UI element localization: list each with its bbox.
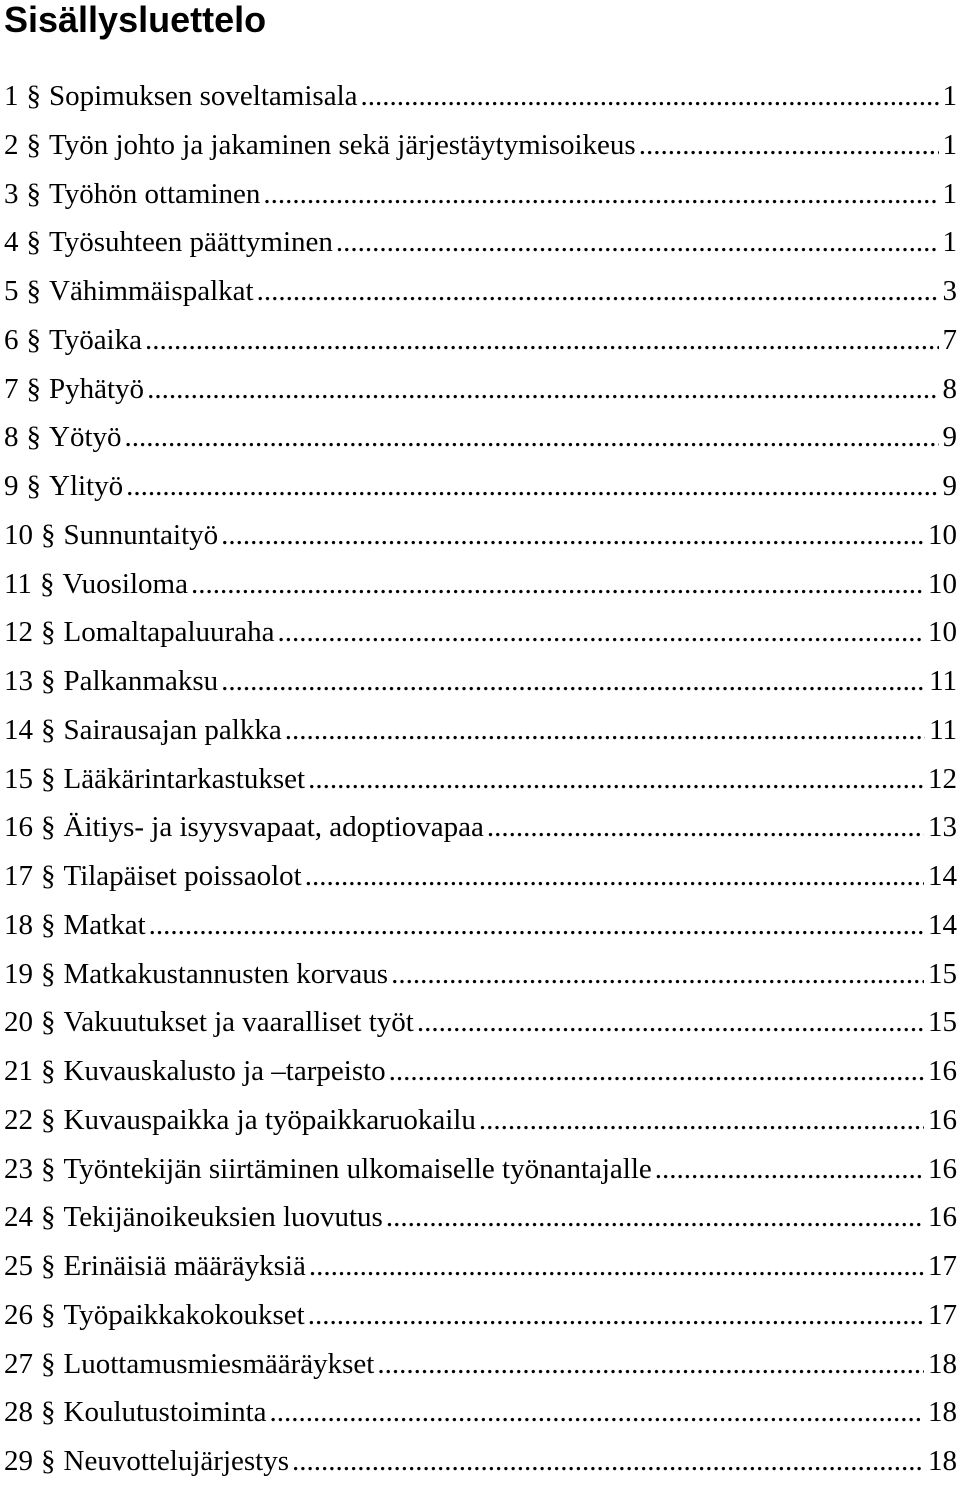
section-sign: §: [41, 665, 56, 697]
toc-entry[interactable]: [4, 755, 957, 804]
toc-entry[interactable]: [4, 267, 957, 316]
toc-entry-page: 14: [928, 908, 957, 941]
section-sign: §: [26, 80, 41, 112]
toc-entry-number: 11: [4, 567, 32, 600]
toc-entry-label: Ylityö: [49, 470, 124, 502]
dot-leader: [336, 218, 939, 266]
section-sign: §: [41, 713, 56, 746]
toc-entry[interactable]: [4, 706, 957, 755]
section-sign: §: [26, 421, 41, 454]
dot-leader: [126, 462, 938, 510]
toc-entry-page: 15: [928, 957, 957, 990]
section-sign: §: [41, 957, 56, 990]
section-sign: §: [26, 275, 41, 307]
section-sign: §: [41, 1152, 56, 1185]
toc-entry-label: Tilapäiset poissaolot: [63, 860, 302, 892]
dot-leader: [377, 1340, 924, 1388]
toc-entry[interactable]: [4, 1340, 957, 1389]
toc-entry-page: 16: [928, 1055, 957, 1087]
toc-entry-label: Lomaltapaluuraha: [63, 616, 275, 649]
dot-leader: [308, 755, 924, 803]
toc-entry-page: 1: [942, 177, 957, 210]
dot-leader: [125, 413, 939, 461]
toc-entry-page: 3: [942, 275, 957, 307]
toc-entry-label: Äitiys- ja isyysvapaat, adoptiovapaa: [63, 811, 484, 844]
toc-entry[interactable]: [4, 657, 957, 706]
section-sign: §: [26, 323, 41, 356]
toc-entry-number: 3: [4, 177, 19, 210]
page-title: Sisällysluettelo: [4, 0, 267, 40]
dot-leader: [655, 1145, 924, 1193]
toc-entry[interactable]: [4, 121, 957, 170]
toc-entry-page: 18: [928, 1445, 957, 1477]
dot-leader: [417, 998, 924, 1046]
toc-entry-label: Vuosiloma: [62, 567, 188, 600]
toc-entry-page: 15: [928, 1006, 957, 1039]
toc-entry-page: 17: [928, 1298, 957, 1331]
toc-entry-page: 18: [928, 1396, 957, 1429]
toc-entry-number: 9: [4, 470, 19, 502]
toc-entry-number: 23: [4, 1152, 33, 1185]
toc-entry-page: 16: [928, 1103, 957, 1136]
toc-entry-number: 5: [4, 275, 19, 307]
toc-entry-number: 2: [4, 128, 19, 161]
toc-entry-page: 16: [928, 1152, 957, 1185]
toc-entry[interactable]: [4, 462, 957, 511]
toc-entry-label: Matkakustannusten korvaus: [63, 957, 389, 990]
toc-entry-number: 18: [4, 908, 33, 941]
dot-leader: [309, 1242, 924, 1290]
toc-entry-page: 7: [942, 323, 957, 356]
toc-entry-label: Vakuutukset ja vaaralliset työt: [63, 1006, 414, 1039]
section-sign: §: [26, 470, 41, 502]
toc-entry-number: 14: [4, 713, 33, 746]
section-sign: §: [41, 1006, 56, 1039]
toc-entry-number: 29: [4, 1445, 33, 1477]
toc-entry-number: 22: [4, 1103, 33, 1136]
toc-entry[interactable]: [4, 413, 957, 462]
toc-entry-label: Palkanmaksu: [63, 665, 219, 697]
toc-entry[interactable]: [4, 998, 957, 1047]
section-sign: §: [41, 1055, 56, 1087]
section-sign: §: [41, 762, 56, 795]
section-sign: §: [41, 908, 56, 941]
toc-entry-label: Kuvauskalusto ja –tarpeisto: [63, 1055, 386, 1087]
toc-entry-number: 21: [4, 1055, 33, 1087]
toc-entry-label: Yötyö: [49, 421, 122, 454]
toc-entry-page: 16: [928, 1201, 957, 1234]
section-sign: §: [41, 616, 56, 649]
toc-entry-label: Vähimmäispalkat: [49, 275, 254, 307]
section-sign: §: [41, 1445, 56, 1477]
section-sign: §: [41, 518, 56, 551]
toc-entry-number: 4: [4, 226, 19, 259]
toc-entry[interactable]: [4, 1242, 957, 1291]
toc-entry[interactable]: [4, 560, 957, 609]
toc-entry-page: 13: [928, 811, 957, 844]
toc-entry-page: 10: [928, 616, 957, 649]
dot-leader: [305, 852, 924, 900]
toc-entry-number: 1: [4, 80, 19, 112]
dot-leader: [361, 72, 939, 120]
dot-leader: [145, 316, 939, 364]
dot-leader: [285, 706, 925, 754]
toc-entry-label: Työn johto ja jakaminen sekä järjestäytymisoikeus: [49, 128, 636, 161]
toc-entry[interactable]: [4, 1437, 957, 1486]
toc-entry[interactable]: [4, 803, 957, 852]
section-sign: §: [41, 811, 56, 844]
dot-leader: [221, 657, 925, 705]
toc-entry-number: 6: [4, 323, 19, 356]
toc-entry-page: 10: [928, 567, 957, 600]
toc-entry[interactable]: [4, 1388, 957, 1437]
dot-leader: [391, 950, 924, 998]
toc-entry-number: 24: [4, 1201, 33, 1234]
toc-entry-number: 19: [4, 957, 33, 990]
dot-leader: [277, 608, 924, 656]
toc-entry-label: Kuvauspaikka ja työpaikkaruokailu: [63, 1103, 476, 1136]
toc-entry-label: Luottamusmiesmääräykset: [63, 1347, 375, 1380]
toc-entry-number: 16: [4, 811, 33, 844]
toc-entry-number: 15: [4, 762, 33, 795]
section-sign: §: [26, 226, 41, 259]
toc-entry-page: 11: [929, 665, 957, 697]
toc-entry-page: 12: [928, 762, 957, 795]
section-sign: §: [41, 1250, 56, 1282]
section-sign: §: [41, 1201, 56, 1234]
toc-entry-page: 8: [942, 372, 957, 405]
dot-leader: [147, 365, 938, 413]
toc-entry-page: 9: [942, 421, 957, 454]
toc-entry-number: 28: [4, 1396, 33, 1429]
toc-entry-page: 11: [929, 713, 957, 746]
toc-entry-number: 27: [4, 1347, 33, 1380]
dot-leader: [389, 1047, 924, 1095]
section-sign: §: [39, 567, 55, 600]
dot-leader: [386, 1193, 924, 1241]
toc-entry-page: 9: [942, 470, 957, 502]
toc-entry-label: Sairausajan palkka: [63, 713, 282, 746]
toc-entry-page: 10: [928, 518, 957, 551]
dot-leader: [270, 1388, 925, 1436]
toc-entry-page: 18: [928, 1347, 957, 1380]
dot-leader: [263, 170, 938, 218]
section-sign: §: [26, 128, 41, 161]
dot-leader: [292, 1437, 924, 1485]
toc-entry-label: Lääkärintarkastukset: [63, 762, 306, 795]
toc-entry-number: 25: [4, 1250, 33, 1282]
toc-entry-page: 17: [928, 1250, 957, 1282]
toc-entry[interactable]: [4, 950, 957, 999]
dot-leader: [221, 511, 924, 559]
toc-entry-page: 1: [942, 128, 957, 161]
toc-entry-number: 13: [4, 665, 33, 697]
table-of-contents: [4, 72, 957, 1486]
section-sign: §: [26, 177, 41, 210]
toc-entry-label: Matkat: [63, 908, 146, 941]
toc-entry[interactable]: [4, 1047, 957, 1096]
dot-leader: [191, 560, 924, 608]
toc-entry[interactable]: [4, 1145, 957, 1194]
section-sign: §: [41, 1298, 56, 1331]
section-sign: §: [41, 1347, 56, 1380]
section-sign: §: [41, 1396, 56, 1429]
toc-entry[interactable]: [4, 1291, 957, 1340]
toc-entry-page: 1: [942, 80, 957, 112]
toc-entry-label: Pyhätyö: [49, 372, 145, 405]
dot-leader: [479, 1096, 924, 1144]
toc-entry-number: 8: [4, 421, 19, 454]
toc-entry[interactable]: [4, 608, 957, 657]
toc-entry[interactable]: [4, 1096, 957, 1145]
toc-entry[interactable]: [4, 365, 957, 414]
toc-entry-label: Työaika: [49, 323, 142, 356]
section-sign: §: [26, 372, 41, 405]
toc-entry[interactable]: [4, 218, 957, 267]
toc-entry-label: Työhön ottaminen: [49, 177, 261, 210]
toc-entry-number: 17: [4, 860, 33, 892]
toc-entry-label: Työsuhteen päättyminen: [49, 226, 333, 259]
toc-entry-page: 1: [942, 226, 957, 259]
toc-entry-number: 7: [4, 372, 19, 405]
toc-entry[interactable]: [4, 316, 957, 365]
toc-entry-number: 20: [4, 1006, 33, 1039]
toc-entry-number: 12: [4, 616, 33, 649]
toc-entry-label: Sunnuntaityö: [63, 518, 219, 551]
dot-leader: [257, 267, 939, 315]
dot-leader: [639, 121, 939, 169]
toc-entry-number: 26: [4, 1298, 33, 1331]
dot-leader: [487, 803, 924, 851]
section-sign: §: [41, 1103, 56, 1136]
toc-entry[interactable]: [4, 72, 957, 121]
toc-entry-label: Koulutustoiminta: [63, 1396, 267, 1429]
toc-entry-number: 10: [4, 518, 33, 551]
toc-entry-label: Työntekijän siirtäminen ulkomaiselle työnantajalle: [63, 1152, 652, 1185]
toc-entry[interactable]: [4, 511, 957, 560]
section-sign: §: [41, 860, 56, 892]
toc-entry-page: 14: [928, 860, 957, 892]
toc-entry[interactable]: [4, 901, 957, 950]
toc-entry-label: Sopimuksen soveltamisala: [49, 80, 358, 112]
toc-entry[interactable]: [4, 1193, 957, 1242]
toc-entry-label: Tekijänoikeuksien luovutus: [63, 1201, 383, 1234]
dot-leader: [149, 901, 924, 949]
toc-entry-label: Neuvottelujärjestys: [63, 1445, 290, 1477]
toc-entry-label: Erinäisiä määräyksiä: [63, 1250, 306, 1282]
dot-leader: [308, 1291, 924, 1339]
toc-entry-label: Työpaikkakokoukset: [63, 1298, 305, 1331]
toc-entry[interactable]: [4, 170, 957, 219]
toc-entry[interactable]: [4, 852, 957, 901]
